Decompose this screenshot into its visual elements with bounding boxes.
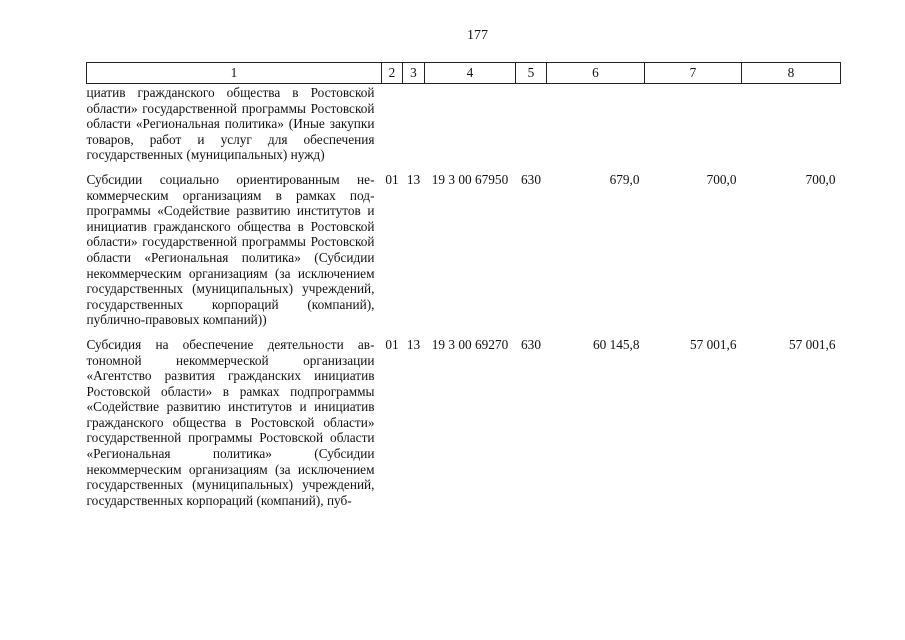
section-code: 13: [406, 171, 421, 187]
row-description: Субсидии социально ориентированным некоммерческим организациям в рамках подпрограммы «Содействие развитию институтов и инициатив гражданского общества в Ростовской области» государственной программы Ростовской области «Региональная политика» (Субсидии некоммерческим организациям (за исключением государственных (муниципальных) учреждений, государственных корпораций (компаний), публично-правовых компаний)): [86, 171, 375, 328]
column-header-1: 1: [87, 63, 382, 84]
ministry-code: [382, 84, 403, 172]
amount-year-1: [547, 84, 645, 172]
section-code: [403, 84, 425, 172]
ministry-code: 01: [385, 336, 399, 352]
table-row: [87, 337, 841, 509]
target-article-code: [425, 84, 516, 172]
row-description: Субсидия на обеспечение деятельности автономной некоммерческой организации «Агентство развития гражданских инициатив Ростовской области» в рамках подпрограммы «Содействие развитию институтов и инициатив гражданского общества в Ростовской области» государственной программы Ростовской области «Региональная политика» (Субсидии некоммерческим организациям (за исключением государственных (муниципальных) учреждений, государственных корпораций (компаний), пуб-: [86, 336, 375, 508]
amount-year-3: [742, 84, 841, 172]
page-number: 177: [467, 28, 488, 43]
row-description: циатив гражданского общества в Ростовской области» государственной программы Ростовской области «Региональная политика» (Иные закупки товаров, работ и услуг для обеспечения государственных (муниципальных) нужд): [86, 85, 375, 163]
column-header-5: 5: [516, 63, 547, 84]
amount-year-3: 700,0: [805, 171, 836, 187]
ministry-code: 01: [385, 171, 399, 187]
column-header-6: 6: [547, 63, 645, 84]
amount-year-1: 679,0: [609, 171, 640, 187]
expense-type-code: 630: [521, 336, 541, 352]
amount-year-3: 57 001,6: [788, 336, 836, 352]
table-body: [87, 84, 841, 509]
table-row: [87, 84, 841, 172]
column-header-4: 4: [425, 63, 516, 84]
table-header: [87, 63, 841, 84]
table-row: [87, 172, 841, 337]
amount-year-1: 60 145,8: [592, 336, 640, 352]
target-article-code: 19 3 00 69270: [431, 336, 509, 352]
column-header-3: 3: [403, 63, 425, 84]
column-header-7: 7: [645, 63, 742, 84]
column-header-8: 8: [742, 63, 841, 84]
amount-year-2: 700,0: [706, 171, 737, 187]
budget-table: [86, 62, 841, 508]
section-code: 13: [406, 336, 421, 352]
column-header-2: 2: [382, 63, 403, 84]
expense-type-code: [516, 84, 547, 172]
amount-year-2: [645, 84, 742, 172]
amount-year-2: 57 001,6: [689, 336, 737, 352]
header-row: [87, 63, 841, 84]
expense-type-code: 630: [521, 171, 541, 187]
target-article-code: 19 3 00 67950: [431, 171, 509, 187]
